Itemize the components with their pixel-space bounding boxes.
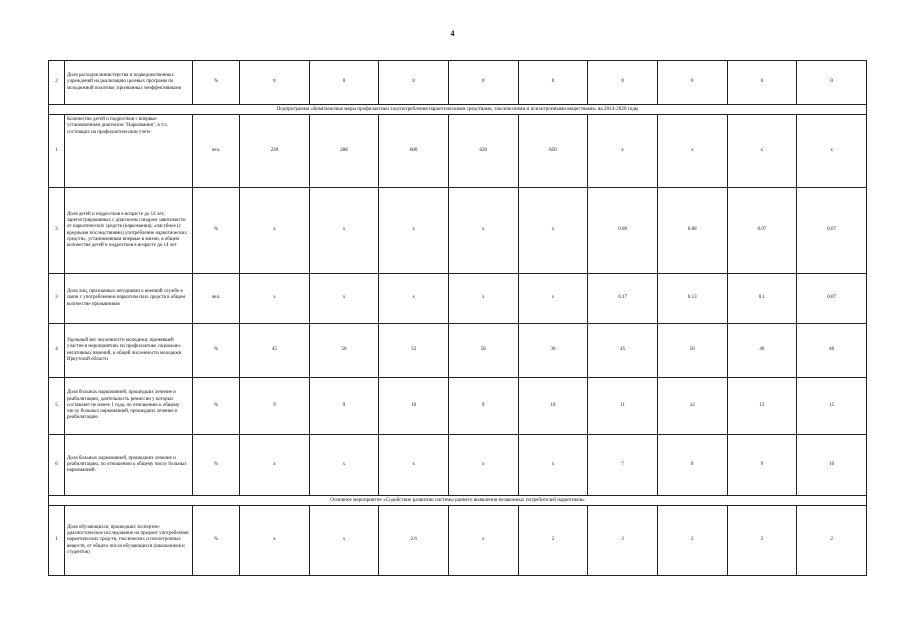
value-cell: 0 (518, 61, 588, 105)
unit: % (193, 506, 240, 576)
value-cell: 0 (240, 61, 310, 105)
value-cell: 7 (588, 435, 658, 496)
value-cell: 0 (448, 61, 518, 105)
value-cell: 0.1 (727, 274, 797, 324)
value-cell: 0.07 (797, 188, 867, 274)
unit: % (193, 435, 240, 496)
table-row (49, 61, 867, 105)
section-header-row (49, 496, 867, 506)
indicator-name: Количество детей и подростков с впервые установленным диагнозом "Наркомания", в т.ч. состоящих на профилактическом учете (65, 115, 193, 188)
value-cell: 2 (727, 506, 797, 576)
row-number: 3 (49, 274, 65, 324)
value-cell: х (379, 435, 449, 496)
value-cell: 45 (240, 324, 310, 378)
table-row (49, 378, 867, 435)
value-cell: х (448, 506, 518, 576)
unit: чел. (193, 115, 240, 188)
value-cell: 10 (797, 435, 867, 496)
indicator-name: Доля больных наркоманией, прошедших лечение и реабилитацию, по отношению к общему числу больных наркоманией. (65, 435, 193, 496)
value-cell: 50 (657, 324, 727, 378)
indicator-name: Доля больных наркоманией, прошедших лечение и реабилитацию, длительность ремиссии у которых составляет не менее 1 года, по отношению к общему числу больных наркоманией, прошедших лечение и реабилитацию (65, 378, 193, 435)
table-row (49, 274, 867, 324)
indicator-name: Доля лиц, признанных негодными к военной службе в связи с употреблением наркотических средств в общем количестве призывников (65, 274, 193, 324)
value-cell: 10 (379, 378, 449, 435)
value-cell: 12 (657, 378, 727, 435)
value-cell: 46 (797, 324, 867, 378)
value-cell: 2.6 (379, 506, 449, 576)
value-cell: 2 (518, 506, 588, 576)
value-cell: х (379, 188, 449, 274)
value-cell: 52 (379, 324, 449, 378)
value-cell: х (309, 435, 379, 496)
value-cell: х (309, 274, 379, 324)
value-cell: 288 (309, 115, 379, 188)
value-cell: 9 (240, 378, 310, 435)
value-cell: 0.07 (797, 274, 867, 324)
value-cell: 2 (797, 506, 867, 576)
value-cell: 0.13 (657, 274, 727, 324)
value-cell: 46 (727, 324, 797, 378)
value-cell: х (309, 188, 379, 274)
value-cell: 0.09 (588, 188, 658, 274)
value-cell: х (518, 188, 588, 274)
value-cell: х (240, 188, 310, 274)
value-cell: 9 (448, 378, 518, 435)
table-row (49, 435, 867, 496)
value-cell: 50 (309, 324, 379, 378)
value-cell: х (309, 506, 379, 576)
value-cell: х (588, 115, 658, 188)
section-header-row (49, 105, 867, 115)
value-cell: 8 (657, 435, 727, 496)
indicator-name: Доля детей и подростков в возрасте до 14 лет, зарегистрированных с диагнозом синдром зависимости от наркотических средств (наркомания), «пагубное (с вредными последствиями) употребление наркотических средств», установленным впервые в жизни, в общем количестве детей и подростков в возрасте до 14 лет (65, 188, 193, 274)
value-cell: х (448, 274, 518, 324)
value-cell: 0.07 (727, 188, 797, 274)
value-cell: 45 (588, 324, 658, 378)
value-cell: х (379, 274, 449, 324)
value-cell: 650 (518, 115, 588, 188)
value-cell: 2 (657, 506, 727, 576)
value-cell: х (240, 274, 310, 324)
value-cell: 11 (588, 378, 658, 435)
value-cell: х (797, 115, 867, 188)
unit: чел. (193, 274, 240, 324)
section-title: Основное мероприятие «Содействие развитию системы раннего выявления незаконных потребителей наркотиков» (49, 496, 867, 506)
table-row (49, 506, 867, 576)
value-cell: 0 (797, 61, 867, 105)
unit: % (193, 324, 240, 378)
value-cell: х (657, 115, 727, 188)
row-number: 1 (49, 506, 65, 576)
indicator-name: Доля расходов министерства и подведомственных учреждений на реализацию целевых программ по молодежной политике, признанных неэффективными (65, 61, 193, 105)
table-row (49, 324, 867, 378)
row-number: 6 (49, 435, 65, 496)
value-cell: 0 (309, 61, 379, 105)
row-number: 4 (49, 324, 65, 378)
value-cell: 620 (448, 115, 518, 188)
value-cell: 0.17 (588, 274, 658, 324)
unit: % (193, 378, 240, 435)
value-cell: 228 (240, 115, 310, 188)
value-cell: х (448, 188, 518, 274)
value-cell: х (240, 506, 310, 576)
page-number: 4 (450, 29, 455, 38)
indicator-name: Удельный вес численности молодежи, принявшей участие в мероприятиях по профилактике социально-негативных явлений, к общей численности молодежи Иркутской области (65, 324, 193, 378)
value-cell: 9 (727, 435, 797, 496)
table-row (49, 188, 867, 274)
value-cell: 58 (448, 324, 518, 378)
value-cell: 0 (379, 61, 449, 105)
indicator-name: Доля обучающихся, прошедших экспертно-диагностическое исследование на предмет употребления наркотических средств, токсических и психотропных веществ, от общего числа обучающихся (школьников и студентов) (65, 506, 193, 576)
row-number: 5 (49, 378, 65, 435)
section-title: Подпрограмма «Комплексные меры профилактики злоупотребления наркотическими средствами, токсическими и психотропными веществами» на 2014-2020 годы (49, 105, 867, 115)
unit: % (193, 188, 240, 274)
value-cell: 0 (727, 61, 797, 105)
value-cell: х (240, 435, 310, 496)
value-cell: 10 (518, 378, 588, 435)
value-cell: х (448, 435, 518, 496)
row-number: 2 (49, 61, 65, 105)
value-cell: 15 (797, 378, 867, 435)
value-cell: х (518, 274, 588, 324)
table-row (49, 115, 867, 188)
value-cell: х (518, 435, 588, 496)
value-cell: 0 (657, 61, 727, 105)
value-cell: 0.08 (657, 188, 727, 274)
value-cell: 600 (379, 115, 449, 188)
indicators-table (48, 60, 867, 576)
unit: % (193, 61, 240, 105)
row-number: 1 (49, 115, 65, 188)
row-number: 2 (49, 188, 65, 274)
value-cell: 13 (727, 378, 797, 435)
value-cell: 2 (588, 506, 658, 576)
value-cell: 0 (588, 61, 658, 105)
value-cell: 9 (309, 378, 379, 435)
value-cell: 36 (518, 324, 588, 378)
value-cell: х (727, 115, 797, 188)
